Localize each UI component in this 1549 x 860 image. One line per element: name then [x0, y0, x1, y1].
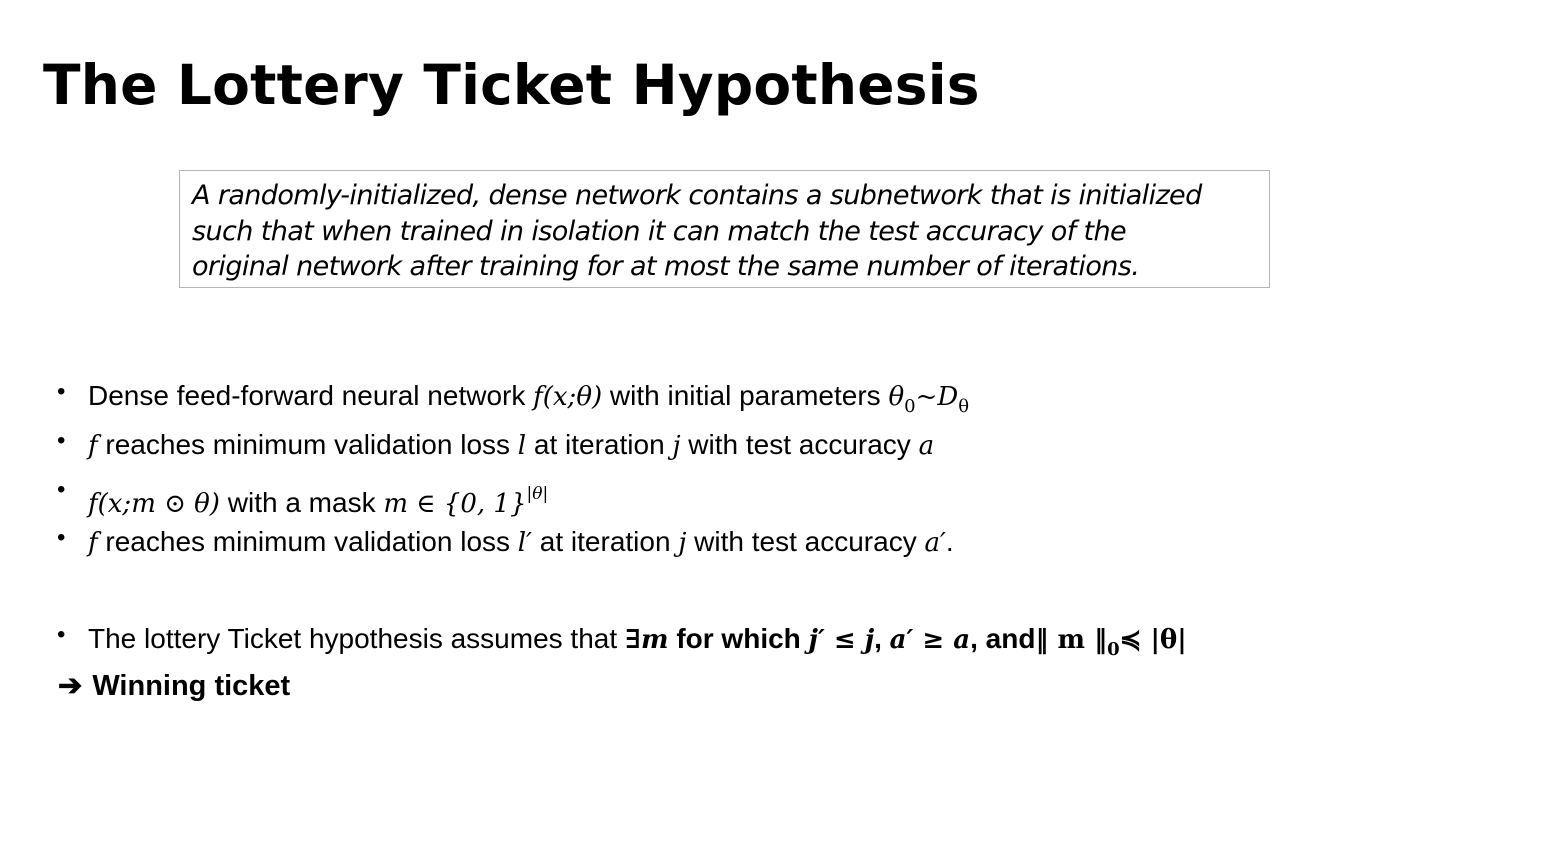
math-j: j — [678, 528, 687, 558]
right-arrow-icon: ➔ — [58, 670, 83, 702]
bullet-text-segment: with test accuracy — [686, 526, 925, 557]
math-subscript: 0 — [904, 396, 916, 417]
bullet-text-segment: at iteration — [532, 526, 679, 557]
bold-text-segment: , — [874, 623, 890, 654]
quote-line: original network after training for at most the same number of iterations. — [192, 251, 1140, 282]
quote-line: such that when trained in isolation it can match the test accuracy of the — [192, 215, 1127, 247]
slide-title: The Lottery Ticket Hypothesis — [43, 53, 980, 117]
bullet-text-segment: with test accuracy — [680, 429, 919, 460]
bullet-text-segment: reaches minimum validation loss — [97, 429, 518, 460]
bullet-dot: • — [57, 427, 66, 454]
bold-text-segment: , and — [970, 623, 1036, 654]
bullet-text-segment: Dense feed-forward neural network — [88, 380, 534, 411]
math-f: f — [88, 431, 98, 461]
bullet-text-segment: reaches minimum validation loss — [97, 526, 518, 557]
math-subscript: θ — [958, 396, 970, 417]
math-theta: θ — [888, 382, 905, 412]
bullet-text — [88, 522, 954, 563]
math-a: a — [918, 431, 935, 461]
math-subscript: 0 — [1107, 639, 1120, 660]
bold-text-segment: for which — [668, 623, 809, 654]
math-iteration-condition: j′ ≤ j — [808, 625, 875, 655]
bullet-text — [88, 425, 934, 466]
math-masked-function: f(x;m ⊙ θ) — [88, 489, 220, 519]
bullet-dot: • — [57, 476, 66, 503]
winning-ticket-conclusion — [58, 666, 290, 706]
math-l-prime: l′ — [517, 528, 533, 558]
hypothesis-quote-box — [179, 170, 1270, 288]
math-function: f(x;θ) — [533, 382, 603, 412]
bullet-text-segment: with a mask — [219, 487, 384, 518]
math-size-condition: ≼ |θ| — [1119, 625, 1187, 655]
math-j: j — [672, 431, 681, 461]
bullet-text — [88, 619, 1187, 670]
math-superscript: |θ| — [526, 484, 549, 504]
math-exists-m: ∃m — [624, 625, 669, 655]
bullet-text — [88, 376, 969, 427]
bullet-text-segment: with initial parameters — [602, 380, 889, 411]
bullet-dot: • — [57, 524, 66, 551]
bullet-text-segment: . — [945, 526, 954, 557]
bullet-text — [88, 474, 548, 524]
math-distribution: ~D — [915, 382, 959, 412]
math-accuracy-condition: a′ ≥ a — [889, 625, 971, 655]
math-mask-norm: ‖ m ‖ — [1035, 625, 1108, 655]
winning-ticket-label: Winning ticket — [92, 670, 291, 702]
bullet-dot: • — [57, 621, 66, 648]
bullet-dot: • — [57, 378, 66, 405]
bullet-text-segment: at iteration — [526, 429, 673, 460]
bullet-text-segment: The lottery Ticket hypothesis assumes that — [88, 623, 625, 654]
math-mask-set: m ∈ {0, 1} — [383, 489, 527, 519]
quote-line: A randomly-initialized, dense network contains a subnetwork that is initialized — [192, 180, 1202, 211]
math-f: f — [88, 528, 98, 558]
math-a-prime: a′ — [924, 528, 946, 558]
math-l: l — [517, 431, 527, 461]
